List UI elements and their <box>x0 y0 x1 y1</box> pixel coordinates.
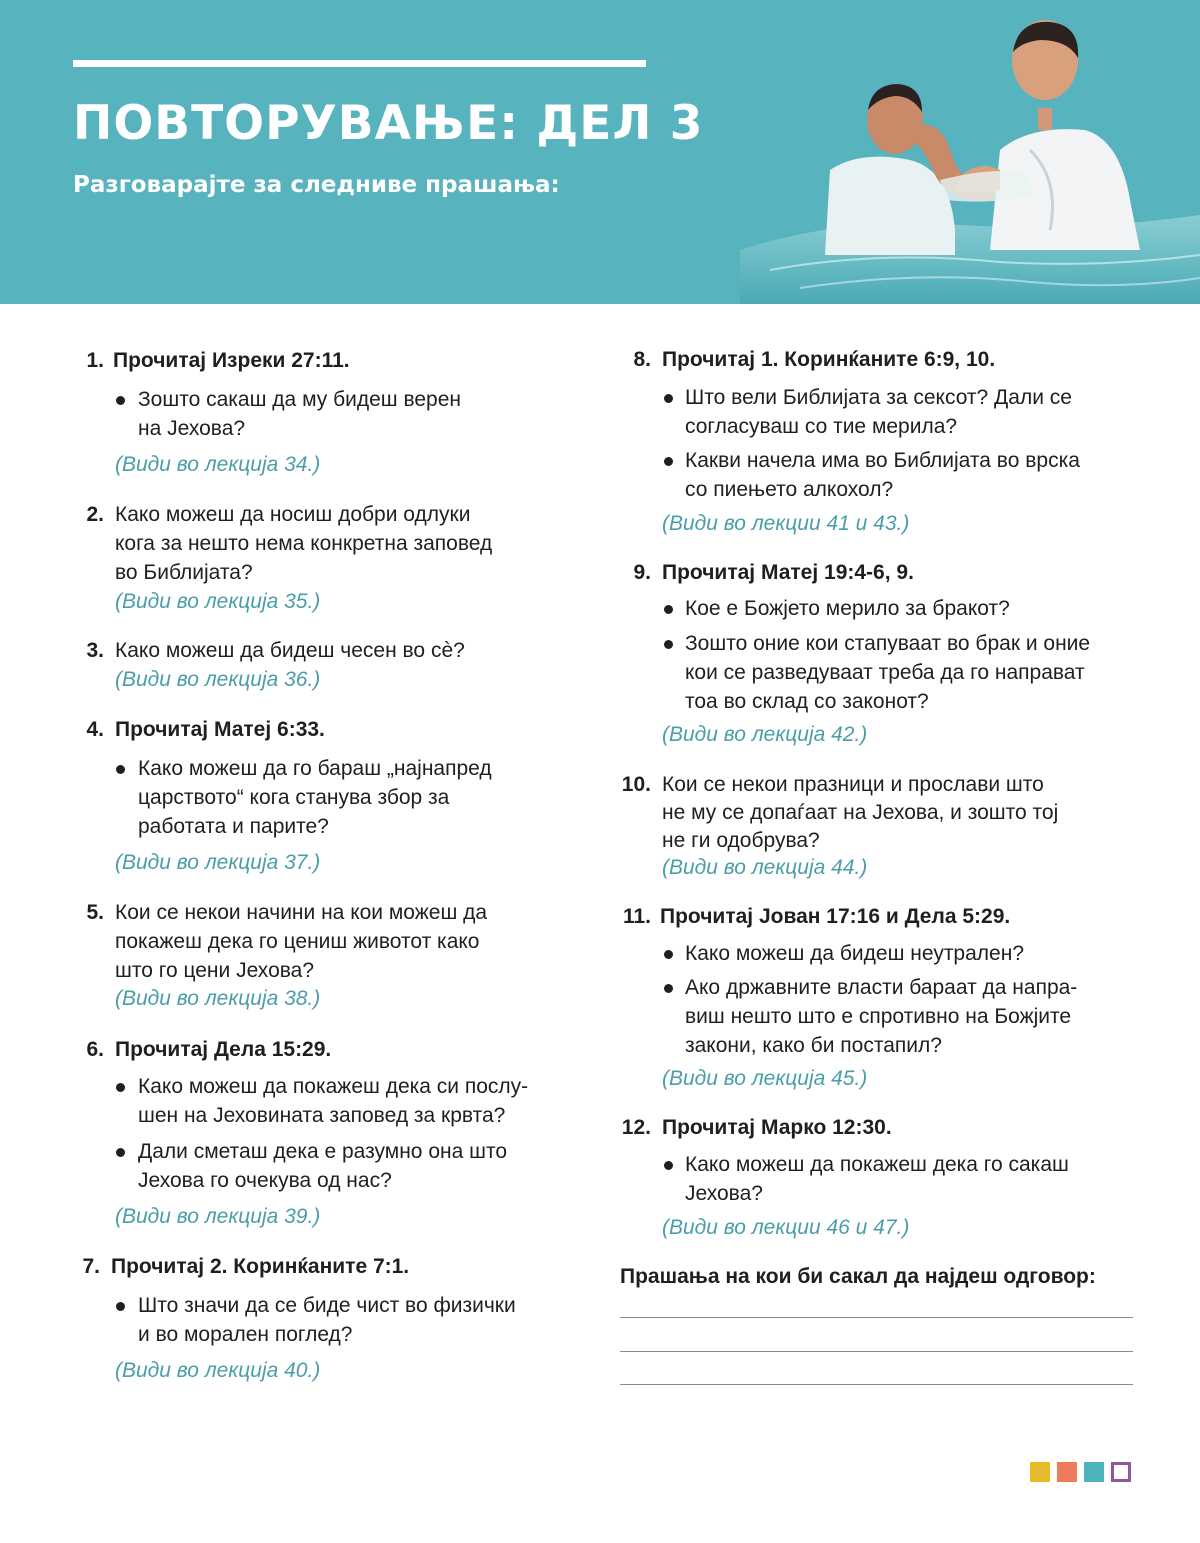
question-7-bullet-1-line-1: Што значи да се биде чист во физички <box>138 1294 516 1317</box>
question-11-heading: Прочитај Јован 17:16 и Дела 5:29. <box>660 905 1011 928</box>
question-1-number: 1. <box>86 349 104 372</box>
teal-square-icon <box>1084 1462 1104 1482</box>
question-10-line-1: Кои се некои празници и прослави што <box>662 773 1044 796</box>
note-line[interactable] <box>620 1384 1133 1385</box>
page-subtitle: Разговарајте за следниве прашања: <box>73 172 560 198</box>
bullet-dot <box>664 1161 673 1170</box>
bullet-dot <box>664 950 673 959</box>
question-2-line-2: кога за нешто нема конкретна заповед <box>115 532 493 555</box>
question-9-reference: (Види во лекција 42.) <box>662 723 868 746</box>
question-6-bullet-1-line-2: шен на Јеховината заповед за крвта? <box>138 1104 506 1127</box>
question-9-bullet-1-line-1: Кое е Божјето мерило за бракот? <box>685 597 1010 620</box>
question-5-line-1: Кои се некои начини на кои можеш да <box>115 901 488 924</box>
question-8-reference: (Види во лекции 41 и 43.) <box>662 512 910 535</box>
question-8-bullet-2-line-1: Какви начела има во Библијата во врска <box>685 449 1080 472</box>
question-6-number: 6. <box>86 1038 104 1061</box>
question-6-heading: Прочитај Дела 15:29. <box>115 1038 332 1061</box>
question-9-bullet-2-line-2: кои се разведуваат треба да го направат <box>685 661 1085 684</box>
note-line[interactable] <box>620 1317 1133 1318</box>
question-9-bullet-2-line-1: Зошто оние кои стапуваат во брак и оние <box>685 632 1091 655</box>
question-11-number: 11. <box>622 905 651 928</box>
header-banner <box>0 0 1200 304</box>
question-4-bullet-1-line-2: царството“ кога станува збор за <box>138 786 450 809</box>
question-12-reference: (Види во лекции 46 и 47.) <box>662 1216 910 1239</box>
question-7-heading: Прочитај 2. Коринќаните 7:1. <box>111 1255 410 1278</box>
question-8-bullet-2-line-2: со пиењето алкохол? <box>685 478 894 501</box>
question-8-number: 8. <box>633 348 651 371</box>
bullet-dot <box>116 1302 125 1311</box>
question-8-bullet-1-line-2: согласуваш со тие мерила? <box>685 415 958 438</box>
bullet-dot <box>116 1083 125 1092</box>
question-5-line-3: што го цени Јехова? <box>115 959 315 982</box>
question-9-number: 9. <box>633 561 651 584</box>
question-1-heading: Прочитај Изреки 27:11. <box>113 349 350 372</box>
notes-title: Прашања на кои би сакал да најдеш одговор: <box>620 1265 1096 1288</box>
question-3-reference: (Види во лекција 36.) <box>115 668 321 691</box>
question-7-number: 7. <box>82 1255 100 1278</box>
question-8-heading: Прочитај 1. Коринќаните 6:9, 10. <box>662 348 996 371</box>
question-2-number: 2. <box>86 503 104 526</box>
question-4-heading: Прочитај Матеј 6:33. <box>115 718 325 741</box>
orange-square-icon <box>1057 1462 1077 1482</box>
question-12-bullet-1-line-1: Како можеш да покажеш дека го сакаш <box>685 1153 1069 1176</box>
question-9-bullet-2-line-3: тоа во склад со законот? <box>685 690 929 713</box>
question-5-reference: (Види во лекција 38.) <box>115 987 321 1010</box>
question-11-bullet-2-line-3: закони, како би постапил? <box>685 1034 942 1057</box>
question-5-number: 5. <box>86 901 104 924</box>
question-11-bullet-2-line-2: виш нешто што е спротивно на Божјите <box>685 1005 1072 1028</box>
purple-outline-square-icon <box>1111 1462 1131 1482</box>
bullet-dot <box>664 394 673 403</box>
question-4-bullet-1-line-3: работата и парите? <box>138 815 329 838</box>
question-11-bullet-1-line-1: Како можеш да бидеш неутрален? <box>685 942 1025 965</box>
bullet-dot <box>116 396 125 405</box>
question-4-number: 4. <box>86 718 104 741</box>
question-2-line-1: Како можеш да носиш добри одлуки <box>115 503 471 526</box>
yellow-square-icon <box>1030 1462 1050 1482</box>
question-5-line-2: покажеш дека го цениш животот како <box>115 930 480 953</box>
bullet-dot <box>116 1148 125 1157</box>
question-12-bullet-1-line-2: Јехова? <box>685 1182 763 1205</box>
note-line[interactable] <box>620 1351 1133 1352</box>
question-3-number: 3. <box>86 639 104 662</box>
question-6-reference: (Види во лекција 39.) <box>115 1205 321 1228</box>
question-6-bullet-1-line-1: Како можеш да покажеш дека си послу- <box>138 1075 529 1098</box>
bullet-dot <box>664 605 673 614</box>
bullet-dot <box>116 765 125 774</box>
question-4-bullet-1-line-1: Како можеш да го бараш „најнапред <box>138 757 492 780</box>
question-9-heading: Прочитај Матеј 19:4-6, 9. <box>662 561 914 584</box>
question-10-line-3: не ги одобрува? <box>662 829 820 852</box>
question-11-reference: (Види во лекција 45.) <box>662 1067 868 1090</box>
question-8-bullet-1-line-1: Што вели Библијата за сексот? Дали се <box>685 386 1072 409</box>
question-2-line-3: во Библијата? <box>115 561 253 584</box>
question-10-line-2: не му се допаѓаат на Јехова, и зошто тој <box>662 801 1059 824</box>
bullet-dot <box>664 984 673 993</box>
question-6-bullet-2-line-2: Јехова го очекува од нас? <box>138 1169 392 1192</box>
question-6-bullet-2-line-1: Дали сметаш дека е разумно она што <box>138 1140 508 1163</box>
baptism-illustration <box>700 0 1200 304</box>
question-7-reference: (Види во лекција 40.) <box>115 1359 321 1382</box>
question-1-bullet-1-line-2: на Јехова? <box>138 417 246 440</box>
question-2-reference: (Види во лекција 35.) <box>115 590 321 613</box>
header-rule <box>73 60 646 67</box>
question-4-reference: (Види во лекција 37.) <box>115 851 321 874</box>
question-1-reference: (Види во лекција 34.) <box>115 453 321 476</box>
question-12-heading: Прочитај Марко 12:30. <box>662 1116 892 1139</box>
page-title: ПОВТОРУВАЊЕ: ДЕЛ 3 <box>73 96 704 151</box>
question-12-number: 12. <box>621 1116 651 1139</box>
question-11-bullet-2-line-1: Ако државните власти бараат да напра- <box>685 976 1078 999</box>
question-1-bullet-1-line-1: Зошто сакаш да му бидеш верен <box>138 388 461 411</box>
question-10-number: 10. <box>621 773 651 796</box>
bullet-dot <box>664 457 673 466</box>
question-7-bullet-1-line-2: и во морален поглед? <box>138 1323 353 1346</box>
bullet-dot <box>664 640 673 649</box>
question-10-reference: (Види во лекција 44.) <box>662 856 868 879</box>
question-3-line-1: Како можеш да бидеш чесен во сè? <box>115 639 465 662</box>
